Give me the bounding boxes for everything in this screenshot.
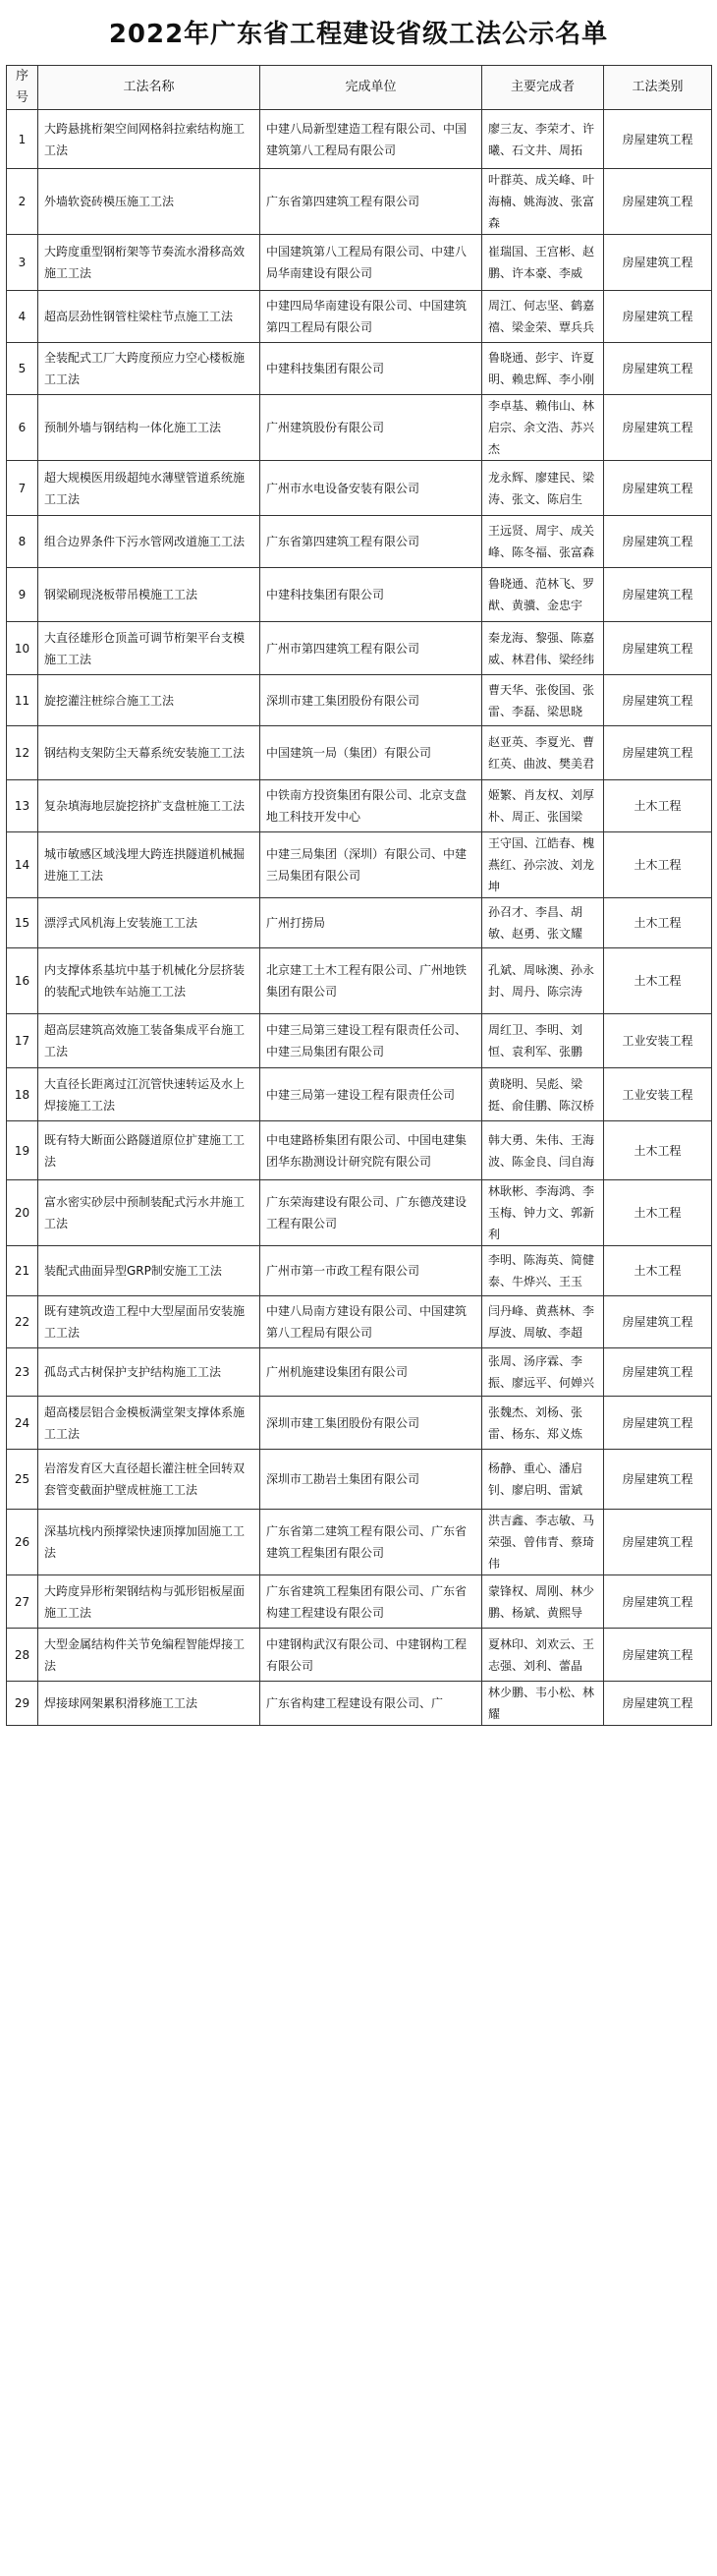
header-no: 序号	[7, 66, 38, 110]
cell-persons: 韩大勇、朱伟、王海波、陈金良、闫自海	[482, 1121, 604, 1180]
cell-category: 房屋建筑工程	[604, 1629, 712, 1682]
cell-persons: 洪吉鑫、李志敏、马荣强、曾伟青、蔡琦伟	[482, 1510, 604, 1575]
cell-category: 房屋建筑工程	[604, 343, 712, 395]
cell-unit-name: 广东荣海建设有限公司、广东德茂建设工程有限公司	[260, 1180, 482, 1246]
table-row	[7, 291, 712, 343]
table-row	[7, 461, 712, 516]
cell-persons: 崔瑞国、王宫彬、赵鹏、许本豪、李威	[482, 235, 604, 291]
page-title: 2022年广东省工程建设省级工法公示名单	[108, 19, 609, 49]
table-row	[7, 675, 712, 726]
cell-persons: 夏林印、刘欢云、王志强、刘利、蕾晶	[482, 1629, 604, 1682]
cell-row-number: 15	[7, 898, 38, 948]
cell-method-name: 装配式曲面异型GRP制安施工工法	[38, 1246, 260, 1296]
cell-unit-name: 中国建筑第八工程局有限公司、中建八局华南建设有限公司	[260, 235, 482, 291]
cell-unit-name: 中建八局南方建设有限公司、中国建筑第八工程局有限公司	[260, 1296, 482, 1348]
cell-method-name: 漂浮式风机海上安装施工工法	[38, 898, 260, 948]
cell-row-number: 8	[7, 516, 38, 568]
header-category: 工法类别	[604, 66, 712, 110]
cell-persons: 孙召才、李昌、胡敏、赵勇、张文耀	[482, 898, 604, 948]
cell-method-name: 组合边界条件下污水管网改道施工工法	[38, 516, 260, 568]
table-row	[7, 568, 712, 622]
cell-persons: 叶群英、成关峰、叶海楠、姚海波、张富森	[482, 169, 604, 235]
cell-persons: 王守国、江皓春、槐燕红、孙宗波、刘龙坤	[482, 832, 604, 898]
cell-method-name: 大跨度异形桁架钢结构与弧形铝板屋面施工工法	[38, 1575, 260, 1629]
cell-category: 房屋建筑工程	[604, 622, 712, 675]
table-row	[7, 1121, 712, 1180]
cell-row-number: 22	[7, 1296, 38, 1348]
cell-row-number: 6	[7, 395, 38, 461]
table-header-row	[7, 66, 712, 110]
cell-persons: 曹天华、张俊国、张雷、李磊、梁思晓	[482, 675, 604, 726]
cell-unit-name: 广州市水电设备安装有限公司	[260, 461, 482, 516]
cell-category: 房屋建筑工程	[604, 395, 712, 461]
cell-unit-name: 深圳市建工集团股份有限公司	[260, 1397, 482, 1450]
cell-unit-name: 广东省第二建筑工程有限公司、广东省建筑工程集团有限公司	[260, 1510, 482, 1575]
cell-persons: 闫丹峰、黄燕林、李厚波、周敏、李超	[482, 1296, 604, 1348]
cell-category: 房屋建筑工程	[604, 726, 712, 780]
cell-method-name: 大跨悬挑桁架空间网格斜拉索结构施工工法	[38, 110, 260, 169]
table-row	[7, 898, 712, 948]
table-row	[7, 1068, 712, 1121]
cell-category: 土木工程	[604, 780, 712, 832]
cell-method-name: 大型金属结构件关节免编程智能焊接工法	[38, 1629, 260, 1682]
cell-unit-name: 广东省构建工程建设有限公司、广	[260, 1682, 482, 1726]
table-row	[7, 780, 712, 832]
cell-category: 房屋建筑工程	[604, 110, 712, 169]
table-row	[7, 726, 712, 780]
cell-row-number: 11	[7, 675, 38, 726]
cell-row-number: 4	[7, 291, 38, 343]
cell-method-name: 超大规模医用级超纯水薄壁管道系统施工工法	[38, 461, 260, 516]
cell-row-number: 9	[7, 568, 38, 622]
cell-category: 房屋建筑工程	[604, 1397, 712, 1450]
table-row	[7, 343, 712, 395]
cell-persons: 杨静、重心、潘启钊、廖启明、雷斌	[482, 1450, 604, 1510]
header-unit: 完成单位	[260, 66, 482, 110]
cell-row-number: 14	[7, 832, 38, 898]
cell-unit-name: 广州市第四建筑工程有限公司	[260, 622, 482, 675]
cell-category: 房屋建筑工程	[604, 1510, 712, 1575]
cell-row-number: 7	[7, 461, 38, 516]
cell-method-name: 内支撑体系基坑中基于机械化分层挤装的装配式地铁车站施工工法	[38, 948, 260, 1014]
cell-category: 土木工程	[604, 832, 712, 898]
cell-persons: 黄晓明、吴彪、梁挺、俞佳鹏、陈汉桥	[482, 1068, 604, 1121]
cell-row-number: 23	[7, 1348, 38, 1397]
cell-category: 房屋建筑工程	[604, 1575, 712, 1629]
cell-method-name: 富水密实砂层中预制装配式污水井施工工法	[38, 1180, 260, 1246]
cell-category: 房屋建筑工程	[604, 461, 712, 516]
cell-row-number: 18	[7, 1068, 38, 1121]
table-row	[7, 622, 712, 675]
cell-method-name: 大直径长距离过江沉管快速转运及水上焊接施工工法	[38, 1068, 260, 1121]
table-row	[7, 235, 712, 291]
cell-category: 房屋建筑工程	[604, 675, 712, 726]
cell-unit-name: 广州市第一市政工程有限公司	[260, 1246, 482, 1296]
header-persons: 主要完成者	[482, 66, 604, 110]
cell-row-number: 10	[7, 622, 38, 675]
cell-row-number: 28	[7, 1629, 38, 1682]
cell-unit-name: 中建八局新型建造工程有限公司、中国建筑第八工程局有限公司	[260, 110, 482, 169]
cell-row-number: 21	[7, 1246, 38, 1296]
cell-persons: 孔斌、周咏澳、孙永封、周丹、陈宗涛	[482, 948, 604, 1014]
cell-category: 土木工程	[604, 898, 712, 948]
cell-category: 工业安装工程	[604, 1068, 712, 1121]
cell-row-number: 20	[7, 1180, 38, 1246]
cell-persons: 王远贤、周宇、成关峰、陈冬福、张富森	[482, 516, 604, 568]
cell-persons: 鲁晓通、范林飞、罗猷、黄骥、金忠宇	[482, 568, 604, 622]
table-row	[7, 516, 712, 568]
cell-method-name: 旋挖灌注桩综合施工工法	[38, 675, 260, 726]
cell-row-number: 2	[7, 169, 38, 235]
table-row	[7, 1397, 712, 1450]
table-row	[7, 948, 712, 1014]
table-row	[7, 1348, 712, 1397]
cell-unit-name: 中电建路桥集团有限公司、中国电建集团华东勘测设计研究院有限公司	[260, 1121, 482, 1180]
cell-persons: 廖三友、李荣才、许曦、石文井、周拓	[482, 110, 604, 169]
cell-unit-name: 广州建筑股份有限公司	[260, 395, 482, 461]
cell-row-number: 12	[7, 726, 38, 780]
cell-method-name: 外墙软瓷砖模压施工工法	[38, 169, 260, 235]
cell-unit-name: 中建科技集团有限公司	[260, 343, 482, 395]
cell-persons: 张周、汤序霖、李振、廖远平、何婵兴	[482, 1348, 604, 1397]
cell-method-name: 岩溶发育区大直径超长灌注桩全回转双套管变截面护壁成桩施工工法	[38, 1450, 260, 1510]
cell-method-name: 复杂填海地层旋挖挤扩支盘桩施工工法	[38, 780, 260, 832]
table-row	[7, 169, 712, 235]
cell-method-name: 大跨度重型钢桁架等节奏流水滑移高效施工工法	[38, 235, 260, 291]
cell-persons: 周红卫、李明、刘恒、袁利军、张鹏	[482, 1014, 604, 1068]
cell-category: 房屋建筑工程	[604, 1450, 712, 1510]
cell-method-name: 孤岛式古树保护支护结构施工工法	[38, 1348, 260, 1397]
table-row	[7, 1575, 712, 1629]
cell-category: 房屋建筑工程	[604, 1348, 712, 1397]
method-list-table	[6, 65, 712, 1726]
cell-method-name: 城市敏感区域浅埋大跨连拱隧道机械掘进施工工法	[38, 832, 260, 898]
cell-row-number: 19	[7, 1121, 38, 1180]
cell-method-name: 超高楼层铝合金模板满堂架支撑体系施工工法	[38, 1397, 260, 1450]
cell-category: 工业安装工程	[604, 1014, 712, 1068]
cell-row-number: 16	[7, 948, 38, 1014]
cell-method-name: 超高层劲性钢管柱梁柱节点施工工法	[38, 291, 260, 343]
table-row	[7, 1450, 712, 1510]
cell-category: 房屋建筑工程	[604, 291, 712, 343]
cell-persons: 蒙锋权、周刚、林少鹏、杨斌、黄熙导	[482, 1575, 604, 1629]
cell-method-name: 焊接球网架累积滑移施工工法	[38, 1682, 260, 1726]
table-row	[7, 1510, 712, 1575]
cell-category: 房屋建筑工程	[604, 169, 712, 235]
cell-category: 房屋建筑工程	[604, 516, 712, 568]
cell-row-number: 13	[7, 780, 38, 832]
cell-unit-name: 中建三局第一建设工程有限责任公司	[260, 1068, 482, 1121]
cell-persons: 赵亚英、李夏光、曹红英、曲波、樊美君	[482, 726, 604, 780]
cell-unit-name: 深圳市建工集团股份有限公司	[260, 675, 482, 726]
cell-category: 土木工程	[604, 1121, 712, 1180]
cell-method-name: 钢梁刷现浇板带吊模施工工法	[38, 568, 260, 622]
cell-persons: 李明、陈海英、简健泰、牛烨兴、王玉	[482, 1246, 604, 1296]
cell-row-number: 24	[7, 1397, 38, 1450]
cell-unit-name: 中建三局集团（深圳）有限公司、中建三局集团有限公司	[260, 832, 482, 898]
cell-method-name: 超高层建筑高效施工装备集成平台施工工法	[38, 1014, 260, 1068]
cell-persons: 姬繁、肖友权、刘厚朴、周正、张国梁	[482, 780, 604, 832]
cell-persons: 林少鹏、韦小松、林耀	[482, 1682, 604, 1726]
cell-unit-name: 广州机施建设集团有限公司	[260, 1348, 482, 1397]
cell-unit-name: 深圳市工勘岩土集团有限公司	[260, 1450, 482, 1510]
cell-unit-name: 中建四局华南建设有限公司、中国建筑第四工程局有限公司	[260, 291, 482, 343]
cell-persons: 张魏杰、刘杨、张雷、杨东、郑义炼	[482, 1397, 604, 1450]
cell-category: 房屋建筑工程	[604, 1296, 712, 1348]
cell-method-name: 既有特大断面公路隧道原位扩建施工工法	[38, 1121, 260, 1180]
table-row	[7, 1014, 712, 1068]
cell-method-name: 大直径雄形仓顶盖可调节桁架平台支模施工工法	[38, 622, 260, 675]
cell-method-name: 钢结构支架防尘天幕系统安装施工工法	[38, 726, 260, 780]
cell-row-number: 26	[7, 1510, 38, 1575]
cell-row-number: 17	[7, 1014, 38, 1068]
cell-row-number: 3	[7, 235, 38, 291]
table-row	[7, 110, 712, 169]
cell-unit-name: 广州打捞局	[260, 898, 482, 948]
table-row	[7, 395, 712, 461]
cell-category: 房屋建筑工程	[604, 568, 712, 622]
cell-persons: 林耿彬、李海鸿、李玉梅、钟力文、郭新利	[482, 1180, 604, 1246]
cell-category: 土木工程	[604, 1180, 712, 1246]
cell-unit-name: 中建钢构武汉有限公司、中建钢构工程有限公司	[260, 1629, 482, 1682]
cell-row-number: 1	[7, 110, 38, 169]
cell-unit-name: 广东省建筑工程集团有限公司、广东省构建工程建设有限公司	[260, 1575, 482, 1629]
cell-persons: 鲁晓通、彭宇、许夏明、赖忠辉、李小刚	[482, 343, 604, 395]
table-row	[7, 1629, 712, 1682]
table-row	[7, 832, 712, 898]
cell-row-number: 29	[7, 1682, 38, 1726]
cell-category: 土木工程	[604, 1246, 712, 1296]
header-method-name: 工法名称	[38, 66, 260, 110]
cell-row-number: 27	[7, 1575, 38, 1629]
table-row	[7, 1682, 712, 1726]
cell-method-name: 预制外墙与钢结构一体化施工工法	[38, 395, 260, 461]
cell-row-number: 25	[7, 1450, 38, 1510]
table-row	[7, 1180, 712, 1246]
cell-method-name: 既有建筑改造工程中大型屋面吊安装施工工法	[38, 1296, 260, 1348]
cell-unit-name: 广东省第四建筑工程有限公司	[260, 169, 482, 235]
cell-unit-name: 中建三局第三建设工程有限责任公司、中建三局集团有限公司	[260, 1014, 482, 1068]
cell-persons: 秦龙海、黎强、陈嘉威、林君伟、梁经纬	[482, 622, 604, 675]
cell-category: 土木工程	[604, 948, 712, 1014]
cell-persons: 周江、何志坚、鹤嘉禧、梁金荣、覃兵兵	[482, 291, 604, 343]
cell-unit-name: 中建科技集团有限公司	[260, 568, 482, 622]
cell-persons: 龙永辉、廖建民、梁涛、张文、陈启生	[482, 461, 604, 516]
cell-unit-name: 中国建筑一局（集团）有限公司	[260, 726, 482, 780]
table-row	[7, 1296, 712, 1348]
cell-method-name: 全装配式工厂大跨度预应力空心楼板施工工法	[38, 343, 260, 395]
table-row	[7, 1246, 712, 1296]
cell-unit-name: 广东省第四建筑工程有限公司	[260, 516, 482, 568]
cell-category: 房屋建筑工程	[604, 235, 712, 291]
cell-unit-name: 北京建工土木工程有限公司、广州地铁集团有限公司	[260, 948, 482, 1014]
cell-category: 房屋建筑工程	[604, 1682, 712, 1726]
cell-row-number: 5	[7, 343, 38, 395]
cell-method-name: 深基坑栈内预撑梁快速顶撑加固施工工法	[38, 1510, 260, 1575]
cell-unit-name: 中铁南方投资集团有限公司、北京支盘地工科技开发中心	[260, 780, 482, 832]
cell-persons: 李卓基、赖伟山、林启宗、余文浩、苏兴杰	[482, 395, 604, 461]
